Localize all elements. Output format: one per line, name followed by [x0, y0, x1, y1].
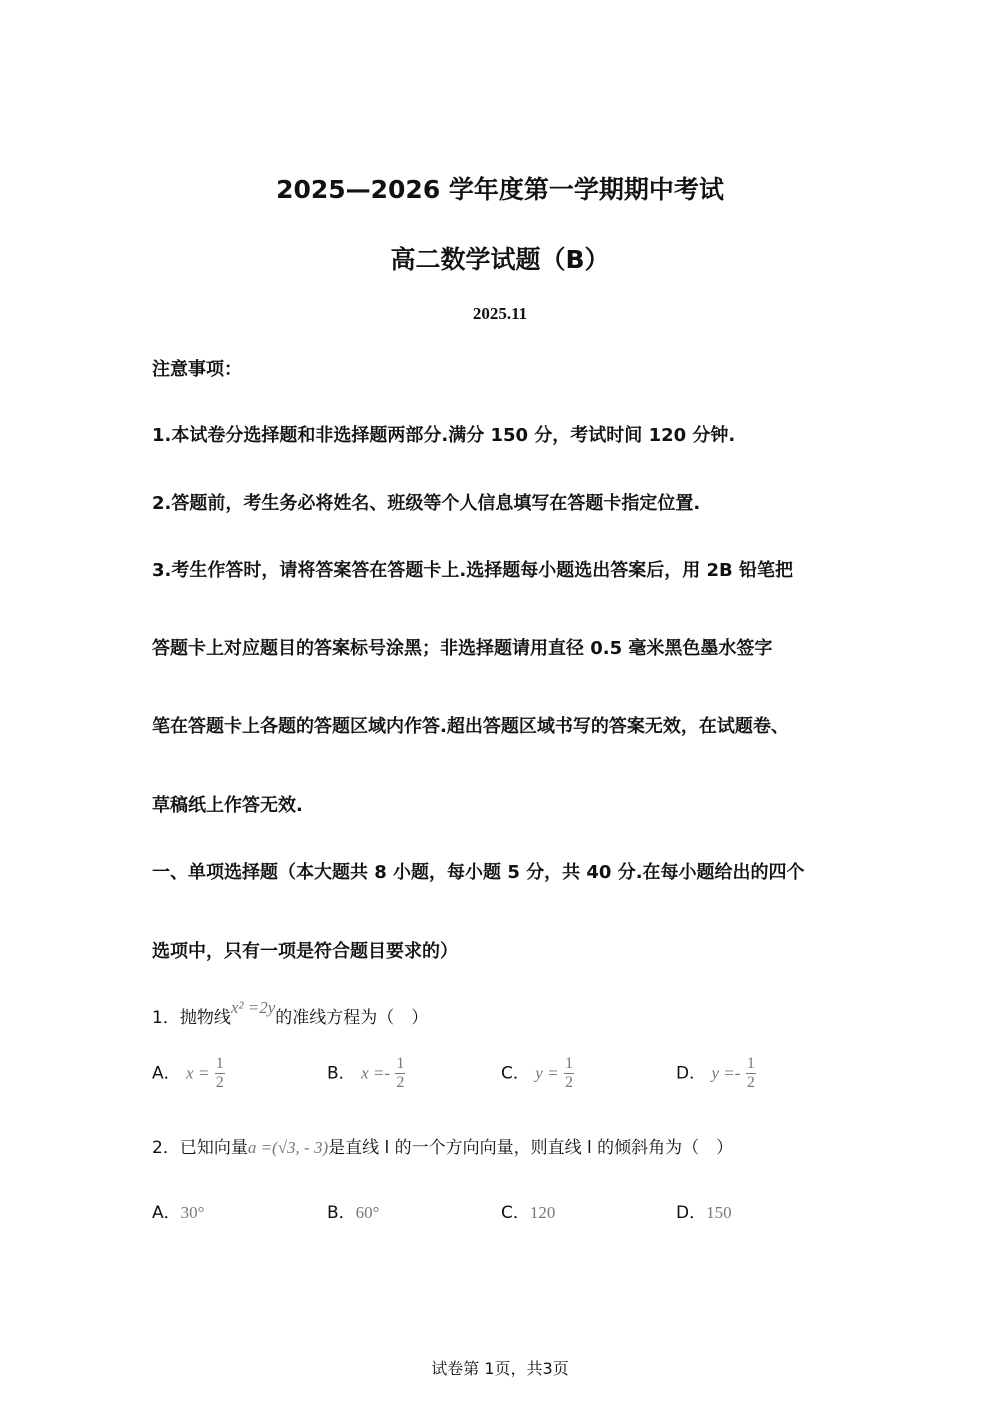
notice-heading: 注意事项：	[152, 359, 242, 380]
question-1-prefix: 1．抛物线	[152, 1008, 231, 1028]
question-1-suffix: 的准线方程为（ ）	[275, 1008, 429, 1028]
notice-line-6: 草稿纸上作答无效.	[152, 795, 303, 816]
notice-line-2: 2.答题前，考生务必将姓名、班级等个人信息填写在答题卡指定位置.	[152, 493, 701, 514]
question-1	[152, 998, 429, 1028]
fraction: $\frac{1}{2}$	[564, 1055, 573, 1091]
notice-line-5: 笔在答题卡上各题的答题区域内作答.超出答题区域书写的答案无效，在试题卷、	[152, 716, 789, 737]
notice-line-4: 答题卡上对应题目的答案标号涂黑；非选择题请用直径 0.5 毫米黑色墨水签字	[152, 638, 773, 659]
exam-title: 2025—2026 学年度第一学期期中考试	[276, 175, 724, 204]
question-2-vector: a =(√3, - 3)	[247, 1138, 329, 1157]
notice-line-3: 3.考生作答时，请将答案答在答题卡上.选择题每小题选出答案后，用 2B 铅笔把	[152, 560, 793, 581]
section-heading-line-1: 一、单项选择题（本大题共 8 小题，每小题 5 分，共 40 分.在每小题给出的四个	[152, 862, 805, 883]
exam-date: 2025.11	[472, 304, 528, 323]
section-heading-line-2: 选项中，只有一项是符合题目要求的）	[152, 941, 458, 962]
fraction: $\frac{1}{2}$	[746, 1055, 755, 1091]
notice-line-1: 1.本试卷分选择题和非选择题两部分.满分 150 分，考试时间 120 分钟.	[152, 425, 736, 446]
question-2-prefix: 2．已知向量	[152, 1138, 248, 1158]
q2-option-c[interactable]: C．120	[501, 1203, 556, 1223]
fraction: $\frac{1}{2}$	[396, 1055, 405, 1091]
q1-option-d[interactable]: D． y =- $\frac{1}{2}$	[676, 1055, 755, 1091]
q2-option-b[interactable]: B．60°	[327, 1203, 380, 1223]
question-2	[152, 1133, 733, 1158]
q1-option-b[interactable]: B． x =- $\frac{1}{2}$	[327, 1055, 405, 1091]
q1-option-a[interactable]: A． x = $\frac{1}{2}$	[152, 1055, 224, 1091]
question-1-formula: x² =2y	[230, 998, 276, 1017]
question-2-middle: 是直线 l 的一个方向向量，则直线 l 的倾斜角为（ ）	[328, 1138, 734, 1158]
q2-option-a[interactable]: A．30°	[152, 1203, 205, 1223]
q1-option-c[interactable]: C． y = $\frac{1}{2}$	[501, 1055, 573, 1091]
fraction: $\frac{1}{2}$	[215, 1055, 224, 1091]
page-footer: 试卷第 1页，共3页	[431, 1359, 569, 1378]
q2-option-d[interactable]: D．150	[676, 1203, 732, 1223]
exam-subtitle: 高二数学试题（B）	[390, 245, 610, 274]
